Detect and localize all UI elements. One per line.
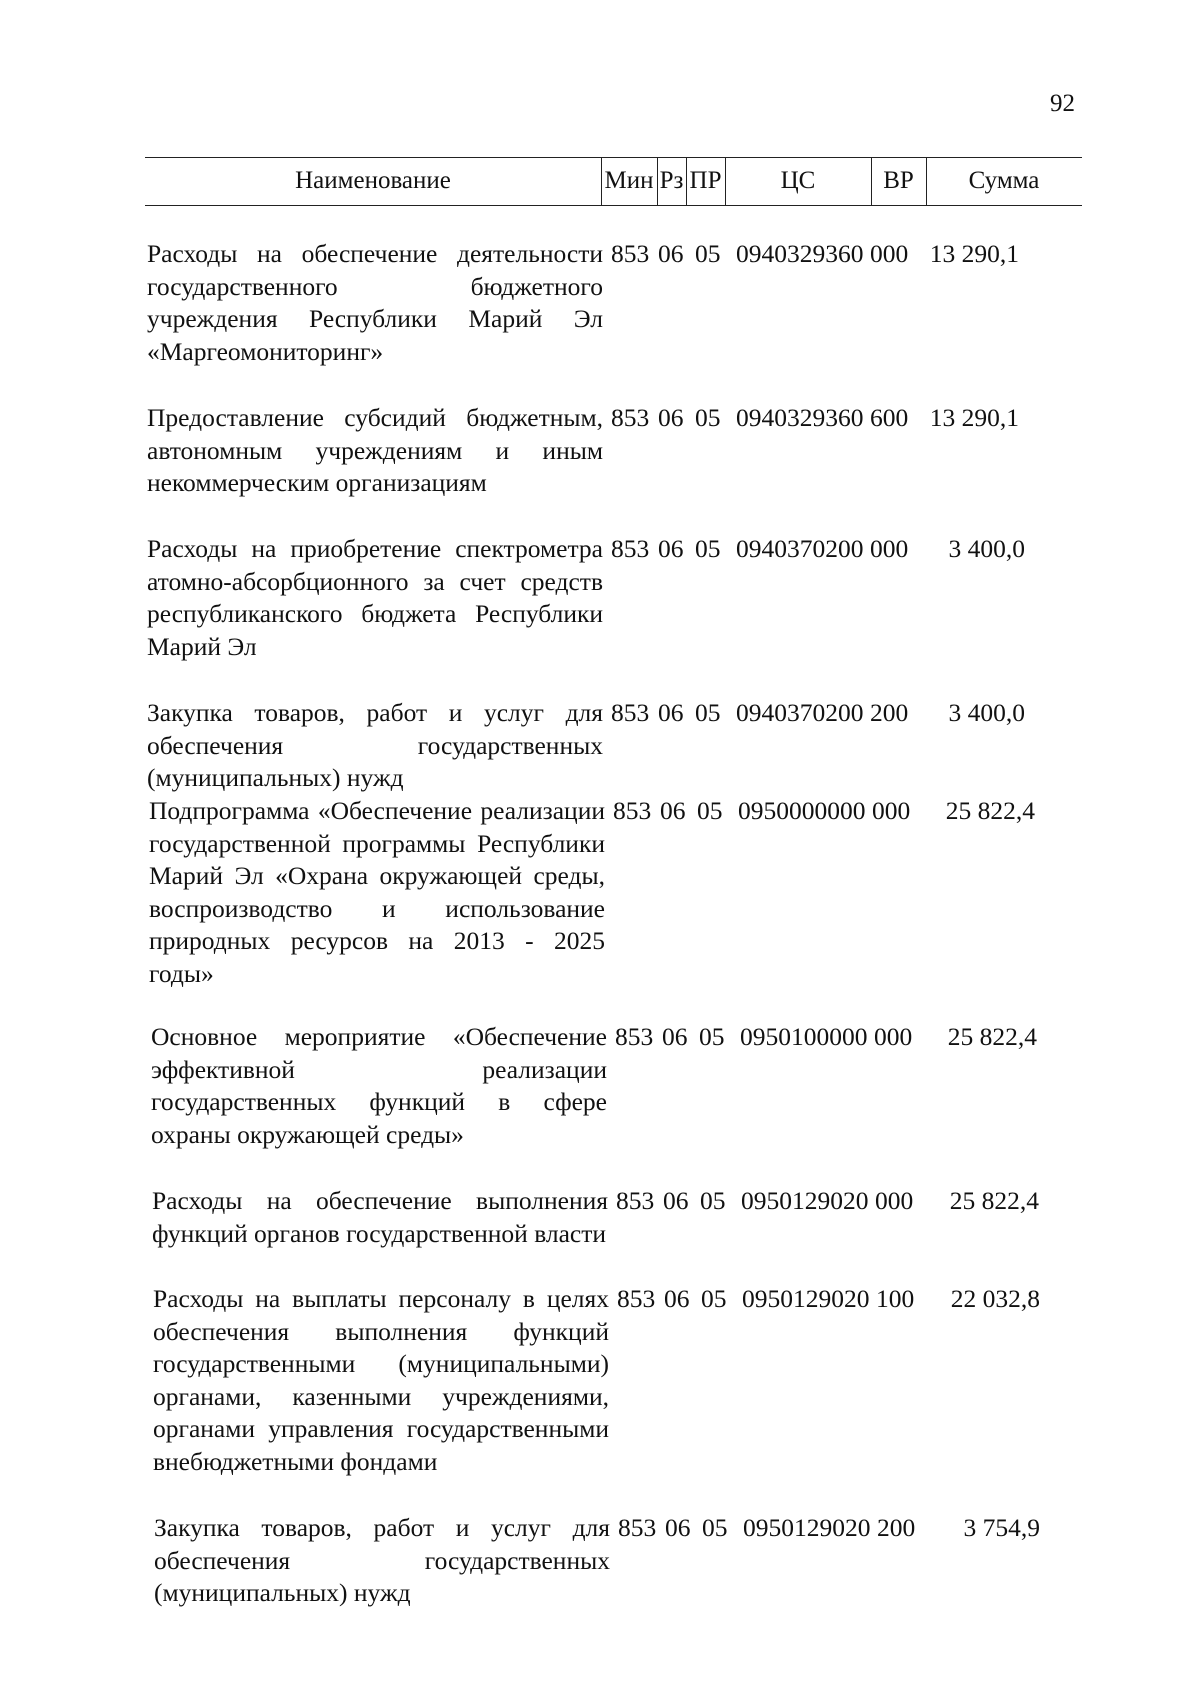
row-name: Предоставление субсидий бюджетным, автономным учреждениям и иным некоммерческим организациям [147, 403, 603, 498]
row-rz: 06 [658, 698, 684, 727]
row-min: 853 [611, 403, 650, 432]
header-cs: ЦС [780, 167, 816, 194]
row-cs: 0940329360 [736, 403, 864, 432]
row-name: Расходы на выплаты персоналу в целях обеспечения выполнения функций государственными (муниципальными) органами, казенными учреждениями, органами управления государственными внебюджетными фондами [153, 1284, 609, 1476]
row-cs: 0950129020 [741, 1186, 869, 1215]
row-min: 853 [611, 239, 650, 268]
row-pr: 05 [699, 1022, 725, 1051]
row-name: Расходы на обеспечение выполнения функций органов государственной власти [152, 1186, 608, 1248]
row-sum: 25 822,4 [949, 1186, 1039, 1215]
row-rz: 06 [665, 1513, 691, 1542]
row-rz: 06 [663, 1186, 689, 1215]
row-pr: 05 [697, 796, 723, 825]
row-cs: 0940370200 [736, 698, 864, 727]
row-sum: 3 754,9 [963, 1513, 1040, 1542]
row-sum: 25 822,4 [947, 1022, 1037, 1051]
row-name: Расходы на обеспечение деятельности государственного бюджетного учреждения Республики Марий Эл «Маргеомониторинг» [147, 239, 603, 366]
row-sum: 25 822,4 [945, 796, 1035, 825]
row-min: 853 [617, 1284, 656, 1313]
row-rz: 06 [658, 239, 684, 268]
row-vr: 000 [872, 796, 911, 825]
row-cs: 0950129020 [743, 1513, 871, 1542]
row-pr: 05 [695, 403, 721, 432]
row-name: Подпрограмма «Обеспечение реализации государственной программы Республики Марий Эл «Охрана окружающей среды, воспроизводство и использование природных ресурсов на 2013 - 2025 годы» [149, 796, 605, 988]
row-vr: 000 [874, 1022, 913, 1051]
row-min: 853 [611, 534, 650, 563]
row-min: 853 [618, 1513, 657, 1542]
row-min: 853 [616, 1186, 655, 1215]
row-rz: 06 [660, 796, 686, 825]
row-pr: 05 [695, 239, 721, 268]
header-vr: ВР [883, 167, 914, 194]
row-name: Закупка товаров, работ и услуг для обеспечения государственных (муниципальных) нужд [147, 698, 603, 793]
row-min: 853 [611, 698, 650, 727]
header-rz: Рз [659, 167, 684, 194]
row-pr: 05 [695, 534, 721, 563]
row-rz: 06 [662, 1022, 688, 1051]
row-sum: 3 400,0 [948, 698, 1025, 727]
row-name: Расходы на приобретение спектрометра атомно-абсорбционного за счет средств республиканского бюджета Республики Марий Эл [147, 534, 603, 661]
page-number: 92 [1050, 90, 1075, 117]
row-vr: 000 [870, 534, 909, 563]
row-vr: 000 [870, 239, 909, 268]
row-vr: 200 [877, 1513, 916, 1542]
row-vr: 000 [875, 1186, 914, 1215]
row-sum: 3 400,0 [948, 534, 1025, 563]
header-name: Наименование [295, 167, 451, 194]
row-pr: 05 [700, 1186, 726, 1215]
row-min: 853 [615, 1022, 654, 1051]
row-pr: 05 [701, 1284, 727, 1313]
row-rz: 06 [664, 1284, 690, 1313]
header-sum: Сумма [968, 167, 1040, 194]
row-cs: 0950100000 [740, 1022, 868, 1051]
row-vr: 600 [870, 403, 909, 432]
row-cs: 0940329360 [736, 239, 864, 268]
row-vr: 100 [876, 1284, 915, 1313]
row-sum: 13 290,1 [929, 403, 1019, 432]
row-vr: 200 [870, 698, 909, 727]
row-cs: 0950129020 [742, 1284, 870, 1313]
row-sum: 13 290,1 [929, 239, 1019, 268]
table-header [145, 157, 1082, 206]
row-name: Закупка товаров, работ и услуг для обеспечения государственных (муниципальных) нужд [154, 1513, 610, 1608]
row-cs: 0940370200 [736, 534, 864, 563]
header-min: Мин [604, 167, 654, 194]
row-pr: 05 [702, 1513, 728, 1542]
row-name: Основное мероприятие «Обеспечение эффективной реализации государственных функций в сфере охраны окружающей среды» [151, 1022, 607, 1149]
row-cs: 0950000000 [738, 796, 866, 825]
row-min: 853 [613, 796, 652, 825]
row-sum: 22 032,8 [950, 1284, 1040, 1313]
row-rz: 06 [658, 534, 684, 563]
row-pr: 05 [695, 698, 721, 727]
header-pr: ПР [689, 167, 722, 194]
row-rz: 06 [658, 403, 684, 432]
